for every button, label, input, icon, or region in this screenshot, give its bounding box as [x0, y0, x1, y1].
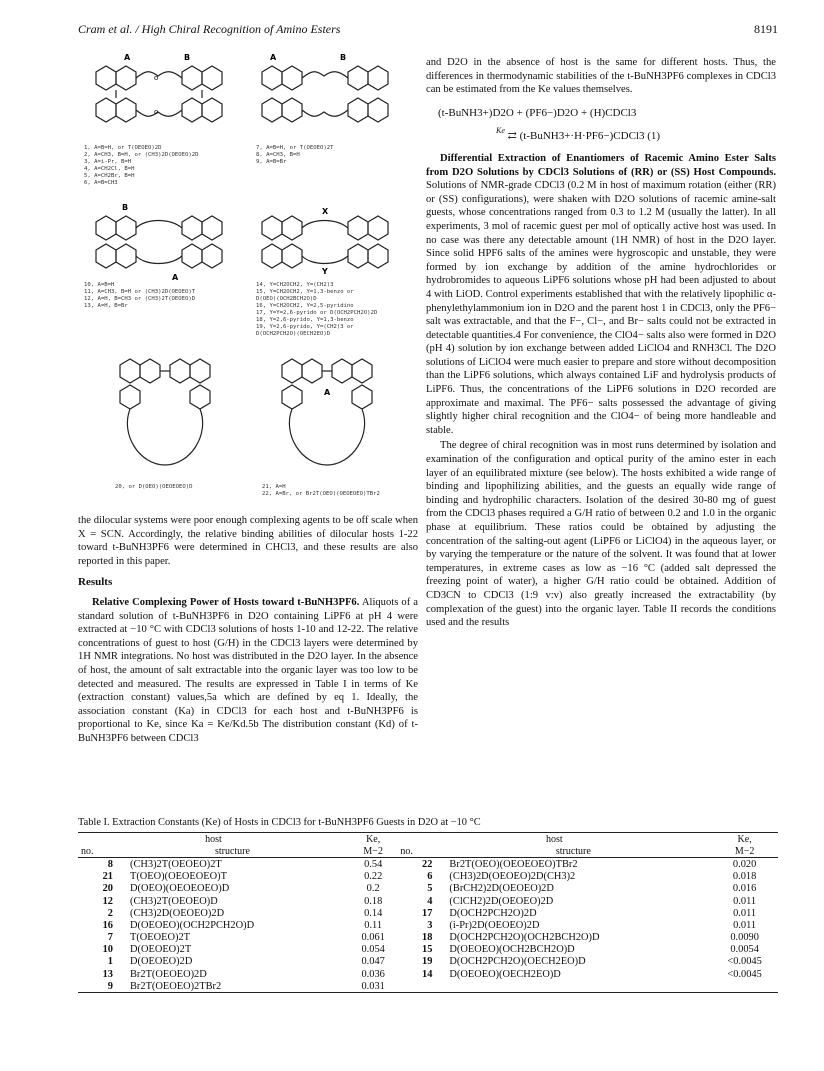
running-head-title: Cram et al. / High Chiral Recognition of Amino Esters: [78, 22, 341, 36]
header-structure: structure: [555, 845, 591, 857]
structure-drawing-20: [100, 355, 230, 475]
ke-value: 0.047: [361, 956, 385, 968]
host-structure: (CH3)2T(OEOEO)2T: [130, 858, 222, 870]
host-structure: Br2T(OEOEO)2D: [130, 968, 207, 980]
host-number: 14: [422, 968, 433, 980]
svg-text:o: o: [154, 74, 159, 82]
host-number: 7: [107, 932, 113, 944]
table-row: [78, 968, 778, 980]
table-row: [78, 919, 778, 931]
host-number: 13: [102, 968, 113, 980]
host-number: 8: [107, 858, 113, 870]
ke-value: 0.11: [364, 919, 383, 931]
legend-line: 21, A=H: [262, 484, 286, 490]
ke-value: 0.018: [732, 871, 757, 883]
ke-value: <0.0045: [727, 968, 762, 980]
host-structure: (i-Pr)2D(OEOEO)2D: [449, 919, 540, 931]
host-number: 21: [102, 871, 113, 883]
paragraph: The degree of chiral recognition was in most runs determined by isolation and examination of the configuration and optical purity of the amino ester in each layer of an equilibrated mixture (see below). The hosts exhibited a wide range of binding and lipophilizing abilities, and the guests an equally wide range of binding and hydrophilic characters. Isolation of the desired 30-80 mg of guest from the CDCl3 phases required a G/H ratio of between 0.2 and 1.0 in the organic phase at equilibrium. These ratios could be obtained by adjusting the concentration of the salting-out agent (LiPF6 or LiClO4) in the aqueous layer, or by varying the temperature or the nature of the solvent. It was found that at lower temperatures, in extreme cases as low as −16 °C (added salt depressed the freezing point of water), a higher G/H ratio could be obtained. Addition of CD3CN to CDCl3 (1:9 v:v) also greatly increased the extractability (by complexation of the guest) into the organic layer. Table II records the conditions used and the results: [426, 440, 776, 629]
legend-line: 8, A=CH3, B=H: [256, 152, 300, 158]
host-number: 4: [427, 895, 433, 907]
host-number: [397, 980, 435, 993]
header-no: no.: [81, 845, 94, 857]
ke-value: 0.061: [361, 932, 385, 944]
legend-hosts-1-6: [84, 145, 199, 187]
ke-value: <0.0045: [727, 956, 762, 968]
header-ke: Ke,: [737, 833, 752, 845]
header-host: host: [205, 833, 222, 845]
legend-line: D(OEO)(OCH2BCH2O)D: [256, 296, 317, 302]
run-in-heading: Differential Extraction of Enantiomers of Racemic Amino Ester Salts from D2O Solutions by CDCl3 Solutions of (RR) or (SS) Host Compounds.: [426, 152, 776, 178]
left-column: [78, 514, 418, 746]
header-host: host: [545, 833, 563, 845]
structure-drawing-7-9: [250, 50, 400, 140]
host-structure: D(OCH2PCH2O)(OECH2EO)D: [449, 956, 586, 968]
equation-arrow-label: Ke: [496, 126, 505, 136]
label-y: Y: [322, 267, 328, 276]
structure-drawing-21-22: [262, 355, 392, 475]
legend-line: 2, A=CH3, B=H, or (CH3)2D(OEOEO)2D: [84, 152, 199, 158]
legend-line: 3, A=i-Pr, B=H: [84, 159, 132, 165]
structure-drawing-1-6: [84, 50, 234, 140]
host-structure: D(OEOEO)(OCH2PCH2O)D: [130, 919, 255, 931]
table-1: [78, 817, 778, 993]
legend-line: 18, Y=2,6-pyrido, Y=1,3-benzo: [256, 317, 354, 323]
header-ke: Ke,: [366, 833, 381, 845]
host-number: 2: [107, 907, 113, 919]
ke-value: 0.016: [732, 883, 757, 895]
running-head: [78, 22, 778, 40]
legend-hosts-10-13: [84, 282, 195, 310]
host-structure: D(OCH2PCH2O)2D: [449, 907, 537, 919]
header-unit: M−2: [363, 845, 383, 857]
ke-value: 0.2: [366, 883, 380, 895]
ke-value: 0.0054: [730, 944, 759, 956]
page-number: 8191: [754, 22, 778, 36]
host-structure: D(OEOEO)2T: [130, 944, 192, 956]
legend-line: 14, Y=CH2OCH2, Y=(CH2)3: [256, 282, 334, 288]
ke-value: 0.036: [361, 968, 385, 980]
label-a: A: [124, 53, 131, 62]
header-no: no.: [400, 845, 413, 857]
host-number: 16: [102, 919, 113, 931]
legend-line: 19, Y=2,6-pyrido, Y=(CH2)3 or: [256, 324, 354, 330]
legend-line: D(OCH2PCH2O)(OECH2EO)D: [256, 331, 331, 337]
host-number: 10: [102, 944, 113, 956]
paragraph: and D2O in the absence of host is the same for different hosts. Thus, the differences in thermodynamic stabilities of the t-BuNH3PF6 complexes in CDCl3 can be estimated from the Ke values themselves.: [426, 57, 776, 96]
legend-line: 11, A=CH3, B=H or (CH3)2D(OEOEO)T: [84, 289, 196, 295]
label-x: X: [322, 207, 329, 216]
host-structure: D(OEOEO)2D: [130, 956, 193, 968]
legend-line: 22, A=Br, or Br2T(OEO)(OEOEOEO)TBr2: [262, 491, 380, 497]
equation-line-1: (t-BuNH3+)D2O + (PF6−)D2O + (H)CDCl3: [438, 106, 637, 119]
ke-value: 0.054: [361, 944, 385, 956]
host-structure: Br2T(OEO)(OEOEOEO)TBr2: [449, 858, 578, 870]
table-row: [78, 871, 778, 883]
host-structure: (ClCH2)2D(OEOEO)2D: [449, 895, 554, 907]
run-in-heading: Relative Complexing Power of Hosts toward t-BuNH3PF6.: [92, 596, 360, 608]
legend-line: 20, or D(OEO)(OEOEOEO)D: [115, 484, 193, 490]
label-b: B: [340, 53, 347, 62]
legend-line: 9, A=B=Br: [256, 159, 287, 165]
ke-value: 0.18: [364, 895, 383, 907]
host-structure: (CH3)2D(OEOEO)2D: [130, 907, 225, 919]
equation-line-2: ⇄ (t-BuNH3+·H·PF6−)CDCl3 (1): [507, 130, 661, 143]
host-number: 19: [422, 956, 433, 968]
ke-value: [711, 980, 778, 993]
host-number: 5: [427, 883, 433, 895]
host-structure: (CH3)2T(OEOEO)D: [130, 895, 218, 907]
label-a: A: [172, 273, 179, 282]
table-row: [78, 858, 778, 871]
host-number: 9: [107, 980, 113, 992]
paragraph-text: Aliquots of a standard solution of t-BuNH3PF6 in D2O containing LiPF6 at pH 4 were extracted at −10 °C with CDCl3 solutions of hosts 1-10 and 12-22. The relative concentrations of guest to host (G/H) in the CDCl3 layers were determined by 1H NMR integrations. No host was distributed in the D2O layer. In the absence of host, the amount of salt extractable into the organic layer was too low to be detected and measured. The results are expressed in Table I in terms of Ke (extraction constant) values,5a which are defined by eq 1. Ideally, the association constant (Ka) in CDCl3 for each host and t-BuNH3PF6 is proportional to Ke, since Ka = Ke/Kd.5b The distribution constant (Kd) of t-BuNH3PF6 between CDCl3: [78, 596, 418, 744]
host-number: 3: [427, 919, 433, 931]
host-structure: Br2T(OEOEO)2TBr2: [130, 980, 222, 992]
table-caption: Table I. Extraction Constants (Ke) of Hosts in CDCl3 for t-BuNH3PF6 Guests in D2O at −10 °C: [78, 817, 481, 828]
host-structure: D(OCH2PCH2O)(OCH2BCH2O)D: [449, 932, 600, 944]
paragraph: [78, 596, 418, 746]
table-row: [78, 907, 778, 919]
table-body: [78, 858, 778, 993]
table-row: [78, 883, 778, 895]
host-structure: D(OEO)(OEOEOEO)D: [130, 883, 230, 895]
header-unit: M−2: [734, 845, 755, 857]
section-heading-results: Results: [78, 576, 113, 589]
host-number: 22: [422, 858, 433, 870]
host-structure: D(OEOEO)(OECH2EO)D: [449, 968, 561, 980]
legend-host-20: [115, 484, 192, 491]
equation-line-2-wrap: [496, 124, 776, 144]
host-structure: T(OEO)(OEOEOEO)T: [130, 871, 227, 883]
host-number: 6: [427, 871, 433, 883]
legend-line: 6, A=B=CH3: [84, 180, 118, 186]
paragraph: the dilocular systems were poor enough complexing agents to be off scale when X = SCN. Accordingly, the relative binding abilities of dilocular hosts 1-22 toward t-BuNH3PF6 were determined in CHCl3, and these results are also reported in this paper.: [78, 515, 418, 567]
ke-value: 0.011: [733, 907, 757, 919]
legend-line: 15, Y=CH2OCH2, Y=1,3-benzo or: [256, 289, 354, 295]
structure-drawing-10-13: [84, 200, 234, 285]
svg-text:o: o: [154, 108, 159, 116]
header-structure: structure: [214, 845, 250, 857]
legend-hosts-21-22: [262, 484, 380, 498]
legend-line: 10, A=B=H: [84, 282, 115, 288]
table-row: [78, 944, 778, 956]
legend-line: 12, A=H, B=CH3 or (CH3)2T(OEOEO)D: [84, 296, 196, 302]
ke-value: 0.011: [733, 919, 757, 931]
legend-hosts-7-9: [256, 145, 333, 166]
label-b: B: [184, 53, 191, 62]
table-row: [78, 895, 778, 907]
legend-hosts-14-19: [256, 282, 377, 338]
ke-value: 0.020: [732, 858, 757, 870]
ke-value: 0.14: [364, 907, 383, 919]
right-column: [426, 56, 776, 630]
host-number: 17: [422, 907, 433, 919]
label-b: B: [122, 203, 129, 212]
host-structure: (CH3)2D(OEOEO)2D(CH3)2: [449, 871, 576, 883]
legend-line: 4, A=CH2Cl, B=H: [84, 166, 135, 172]
label-a: A: [324, 388, 331, 397]
host-structure: [435, 980, 711, 993]
legend-line: 16, Y=CH2OCH2, Y=2,5-pyridino: [256, 303, 354, 309]
legend-line: 13, A=H, B=Br: [84, 303, 128, 309]
legend-line: 5, A=CH2Br, B=H: [84, 173, 135, 179]
ke-value: 0.011: [733, 895, 757, 907]
paragraph: [426, 152, 776, 437]
ke-value: 0.0090: [730, 932, 759, 944]
host-number: 20: [102, 883, 113, 895]
legend-line: 17, Y=Y=2,6-pyrido or D(OCH2PCH2O)2D: [256, 310, 378, 316]
ke-value: 0.031: [361, 980, 385, 992]
ke-value: 0.54: [364, 858, 383, 870]
host-number: 18: [422, 932, 433, 944]
host-structure: (BrCH2)2D(OEOEO)2D: [449, 883, 554, 895]
table-row: [78, 932, 778, 944]
host-structure: D(OEOEO)(OCH2BCH2O)D: [449, 944, 575, 956]
structure-drawing-14-19: [250, 200, 400, 285]
extraction-constants-table: [78, 832, 778, 993]
legend-line: 1, A=B=H, or T(OEOEO)2D: [84, 145, 162, 151]
legend-line: 7, A=B=H, or T(OEOEO)2T: [256, 145, 334, 151]
host-number: 1: [107, 956, 113, 968]
host-structure: T(OEOEO)2T: [130, 932, 191, 944]
host-number: 12: [102, 895, 113, 907]
paragraph-text: Solutions of NMR-grade CDCl3 (0.2 M in host of maximum rotation (either (RR) or (SS) configurations), were shaken with D2O solutions of racemic amine-salt guests, whose concentrations ranged from 0.3 to 1.2 M (usually the latter). In all experiments, 3 mol of racemic guest per mol of optically active host was used. In no case was there any detectable amount (1H NMR) of host in the D2O layer. Since solid HPF6 salts of the amines were hygroscopic and unstable, they were formed by ion exchange by addition of the amine hydrochlorides or hydrobromides to aqueous LiPF6 solutions whose pH had been adjusted to about 4 with LiOD. Control experiments established that with the relatively lipophilic α-phenylethylammonium ion in D2O and the parent host 1 in CDCl3, only the PF6− salt was extractable, and that the F−, Cl−, and Br− salts could not be extracted in detectable quantities.4 For convenience, the ClO4− salts also were formed in D2O (pH 4) solution by ion exchange between added LiClO4 and RNH3Cl. The D2O solutions of LiClO4 were much easier to prepare and store without decomposition than the LiPF6 solutions, which always contained LiF and hydrolysis products of LiPF6. Thus, the concentrations of the LiPF6 solutions in D2O recorded are approximate and maximal. The PF6− salts possessed the advantage of giving slightly higher chiral recognition and the ClO4− of being more handleable and stable.: [426, 180, 776, 436]
equation-1: [438, 107, 776, 144]
label-a: A: [270, 53, 277, 62]
table-row: [78, 980, 778, 993]
ke-value: 0.22: [364, 871, 383, 883]
table-row: [78, 956, 778, 968]
host-number: 15: [422, 944, 433, 956]
